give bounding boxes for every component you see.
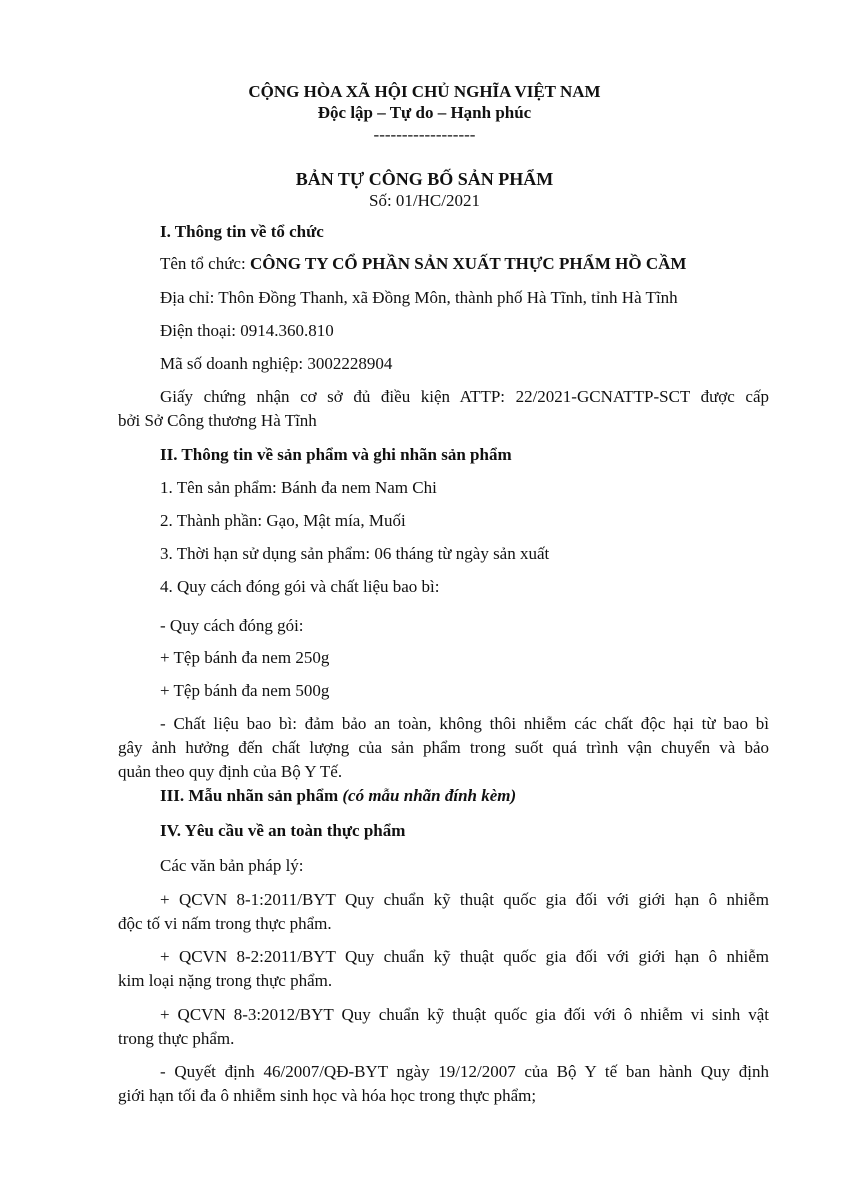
material-line-2: gây ảnh hưởng đến chất lượng của sản phẩm trong suốt quá trình vận chuyển và bảo — [118, 738, 769, 757]
regulation-1-line-2: độc tố vi nấm trong thực phẩm. — [118, 914, 332, 933]
regulation-2-line-1: + QCVN 8-2:2011/BYT Quy chuẩn kỹ thuật quốc gia đối với giới hạn ô nhiễm — [160, 947, 769, 966]
section-1-heading: I. Thông tin về tổ chức — [160, 222, 324, 241]
certificate-line-2: bởi Sở Công thương Hà Tĩnh — [118, 411, 317, 430]
document-number: Số: 01/HC/2021 — [369, 191, 480, 210]
material-line-3: quản theo quy định của Bộ Y Tế. — [118, 762, 343, 781]
pack-option-250g: + Tệp bánh đa nem 250g — [160, 648, 330, 667]
section-2-heading: II. Thông tin về sản phẩm và ghi nhãn sản phẩm — [160, 445, 512, 464]
document-title: BẢN TỰ CÔNG BỐ SẢN PHẨM — [295, 169, 554, 189]
section-3-heading: III. Mẫu nhãn sản phẩm — [160, 786, 343, 805]
organization-name-line — [160, 253, 686, 275]
organization-label: Tên tổ chức: — [160, 254, 250, 273]
product-ingredients: 2. Thành phần: Gạo, Mật mía, Muối — [160, 511, 406, 530]
organization-phone: Điện thoại: 0914.360.810 — [160, 321, 334, 340]
certificate-line-1: Giấy chứng nhận cơ sở đủ điều kiện ATTP: 22/2021-GCNATTP-SCT được cấp — [160, 387, 769, 406]
decision-line-2: giới hạn tối đa ô nhiễm sinh học và hóa học trong thực phẩm; — [118, 1086, 537, 1105]
organization-address: Địa chỉ: Thôn Đồng Thanh, xã Đồng Môn, thành phố Hà Tĩnh, tỉnh Hà Tĩnh — [160, 288, 678, 307]
section-4-heading: IV. Yêu cầu về an toàn thực phẩm — [160, 821, 406, 840]
material-line-1: - Chất liệu bao bì: đảm bảo an toàn, không thôi nhiễm các chất độc hại từ bao bì — [160, 714, 769, 733]
header-separator: ------------------ — [373, 125, 476, 144]
country-name: CỘNG HÒA XÃ HỘI CHỦ NGHĨA VIỆT NAM — [248, 82, 601, 101]
pack-option-500g: + Tệp bánh đa nem 500g — [160, 681, 330, 700]
section-3-heading-line — [160, 785, 516, 807]
product-shelf-life: 3. Thời hạn sử dụng sản phẩm: 06 tháng từ ngày sản xuất — [160, 544, 550, 563]
regulation-1-line-1: + QCVN 8-1:2011/BYT Quy chuẩn kỹ thuật quốc gia đối với giới hạn ô nhiễm — [160, 890, 769, 909]
packaging-heading: 4. Quy cách đóng gói và chất liệu bao bì: — [160, 577, 440, 596]
label-attached-note: (có mẫu nhãn đính kèm) — [342, 786, 517, 805]
product-name: 1. Tên sản phẩm: Bánh đa nem Nam Chi — [160, 478, 437, 497]
legal-documents-intro: Các văn bản pháp lý: — [160, 856, 304, 875]
regulation-2-line-2: kim loại nặng trong thực phẩm. — [118, 971, 333, 990]
decision-line-1: - Quyết định 46/2007/QĐ-BYT ngày 19/12/2007 của Bộ Y tế ban hành Quy định — [160, 1062, 769, 1081]
national-motto: Độc lập – Tự do – Hạnh phúc — [317, 103, 532, 122]
regulation-3-line-1: + QCVN 8-3:2012/BYT Quy chuẩn kỹ thuật quốc gia đối với ô nhiễm vi sinh vật — [160, 1005, 769, 1024]
organization-tax-code: Mã số doanh nghiệp: 3002228904 — [160, 354, 393, 373]
regulation-3-line-2: trong thực phẩm. — [118, 1029, 235, 1048]
packing-label: - Quy cách đóng gói: — [160, 616, 304, 635]
organization-name: CÔNG TY CỔ PHẦN SẢN XUẤT THỰC PHẨM HỒ CẦM — [249, 254, 687, 273]
